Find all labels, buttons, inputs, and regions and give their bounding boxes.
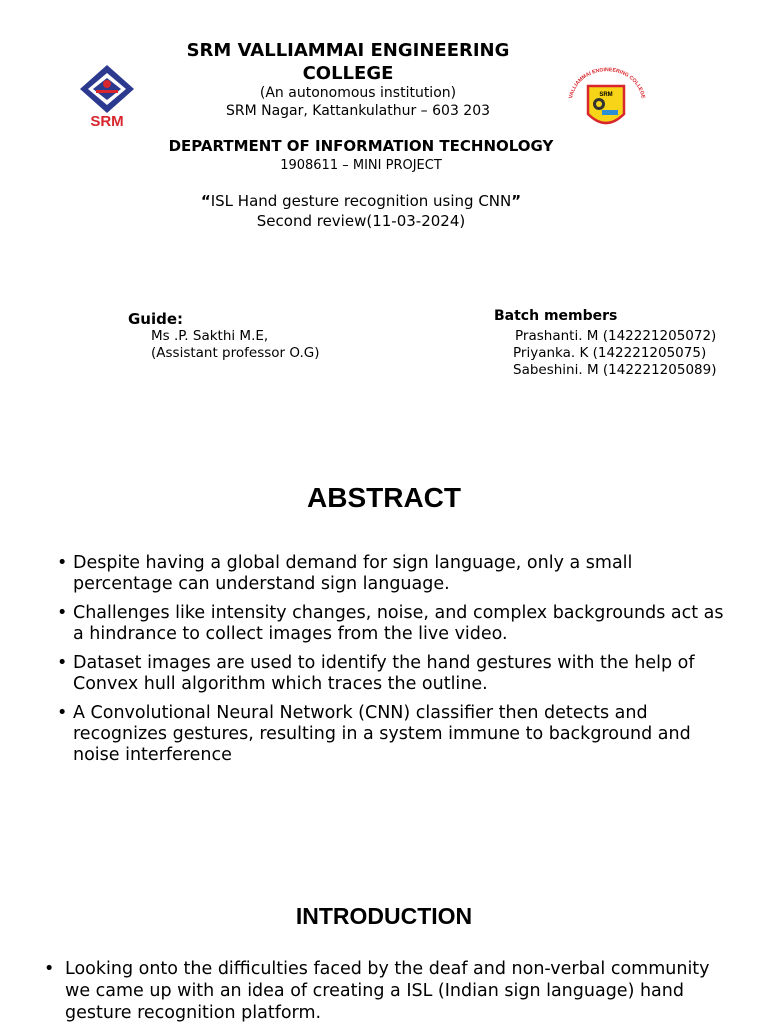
seal-arc-text: VALLIAMMAI ENGINEERING COLLEGE xyxy=(568,67,646,100)
batch-members-label: Batch members xyxy=(494,308,618,324)
list-item: • Dataset images are used to identify the hand gestures with the help of Convex hull algorithm which traces the outline. xyxy=(57,653,737,695)
guide-name: Ms .P. Sakthi M.E, xyxy=(151,328,269,344)
batch-member: Priyanka. K (142221205075) xyxy=(513,345,707,361)
abstract-list xyxy=(57,553,737,774)
list-item: • Despite having a global demand for sign language, only a small percentage can understand sign language. xyxy=(57,553,737,595)
list-item: • A Convolutional Neural Network (CNN) classifier then detects and recognizes gestures, resulting in a system immune to background and noise interference xyxy=(57,703,737,766)
guide-role: (Assistant professor O.G) xyxy=(151,345,320,361)
batch-member: Sabeshini. M (142221205089) xyxy=(513,362,717,378)
srm-logo xyxy=(76,63,138,129)
college-seal-logo xyxy=(566,66,646,136)
department-name: DEPARTMENT OF INFORMATION TECHNOLOGY xyxy=(168,137,554,155)
review-label: Second review(11-03-2024) xyxy=(256,212,466,230)
abstract-heading: ABSTRACT xyxy=(307,482,461,513)
guide-label: Guide: xyxy=(128,310,184,328)
batch-member: Prashanti. M (142221205072) xyxy=(515,328,717,344)
list-item: • Challenges like intensity changes, noise, and complex backgrounds act as a hindrance to collect images from the live video. xyxy=(57,603,737,645)
seal-center-text: SRM xyxy=(599,92,613,98)
college-address: SRM Nagar, Kattankulathur – 603 203 xyxy=(225,103,491,119)
list-item: • Looking onto the difficulties faced by the deaf and non-verbal community we came up with an idea of creating a ISL (Indian sign language) hand gesture recognition platform. xyxy=(44,958,724,1024)
project-title: “ISL Hand gesture recognition using CNN” xyxy=(200,192,522,210)
college-name: SRM VALLIAMMAI ENGINEERING COLLEGE xyxy=(186,40,510,84)
srm-logo-text: SRM xyxy=(90,113,124,129)
project-title-text: ISL Hand gesture recognition using CNN xyxy=(210,192,512,210)
institution-note: (An autonomous institution) xyxy=(259,85,457,101)
introduction-heading: INTRODUCTION xyxy=(295,903,473,929)
course-code: 1908611 – MINI PROJECT xyxy=(280,158,442,173)
introduction-list xyxy=(44,958,724,1024)
